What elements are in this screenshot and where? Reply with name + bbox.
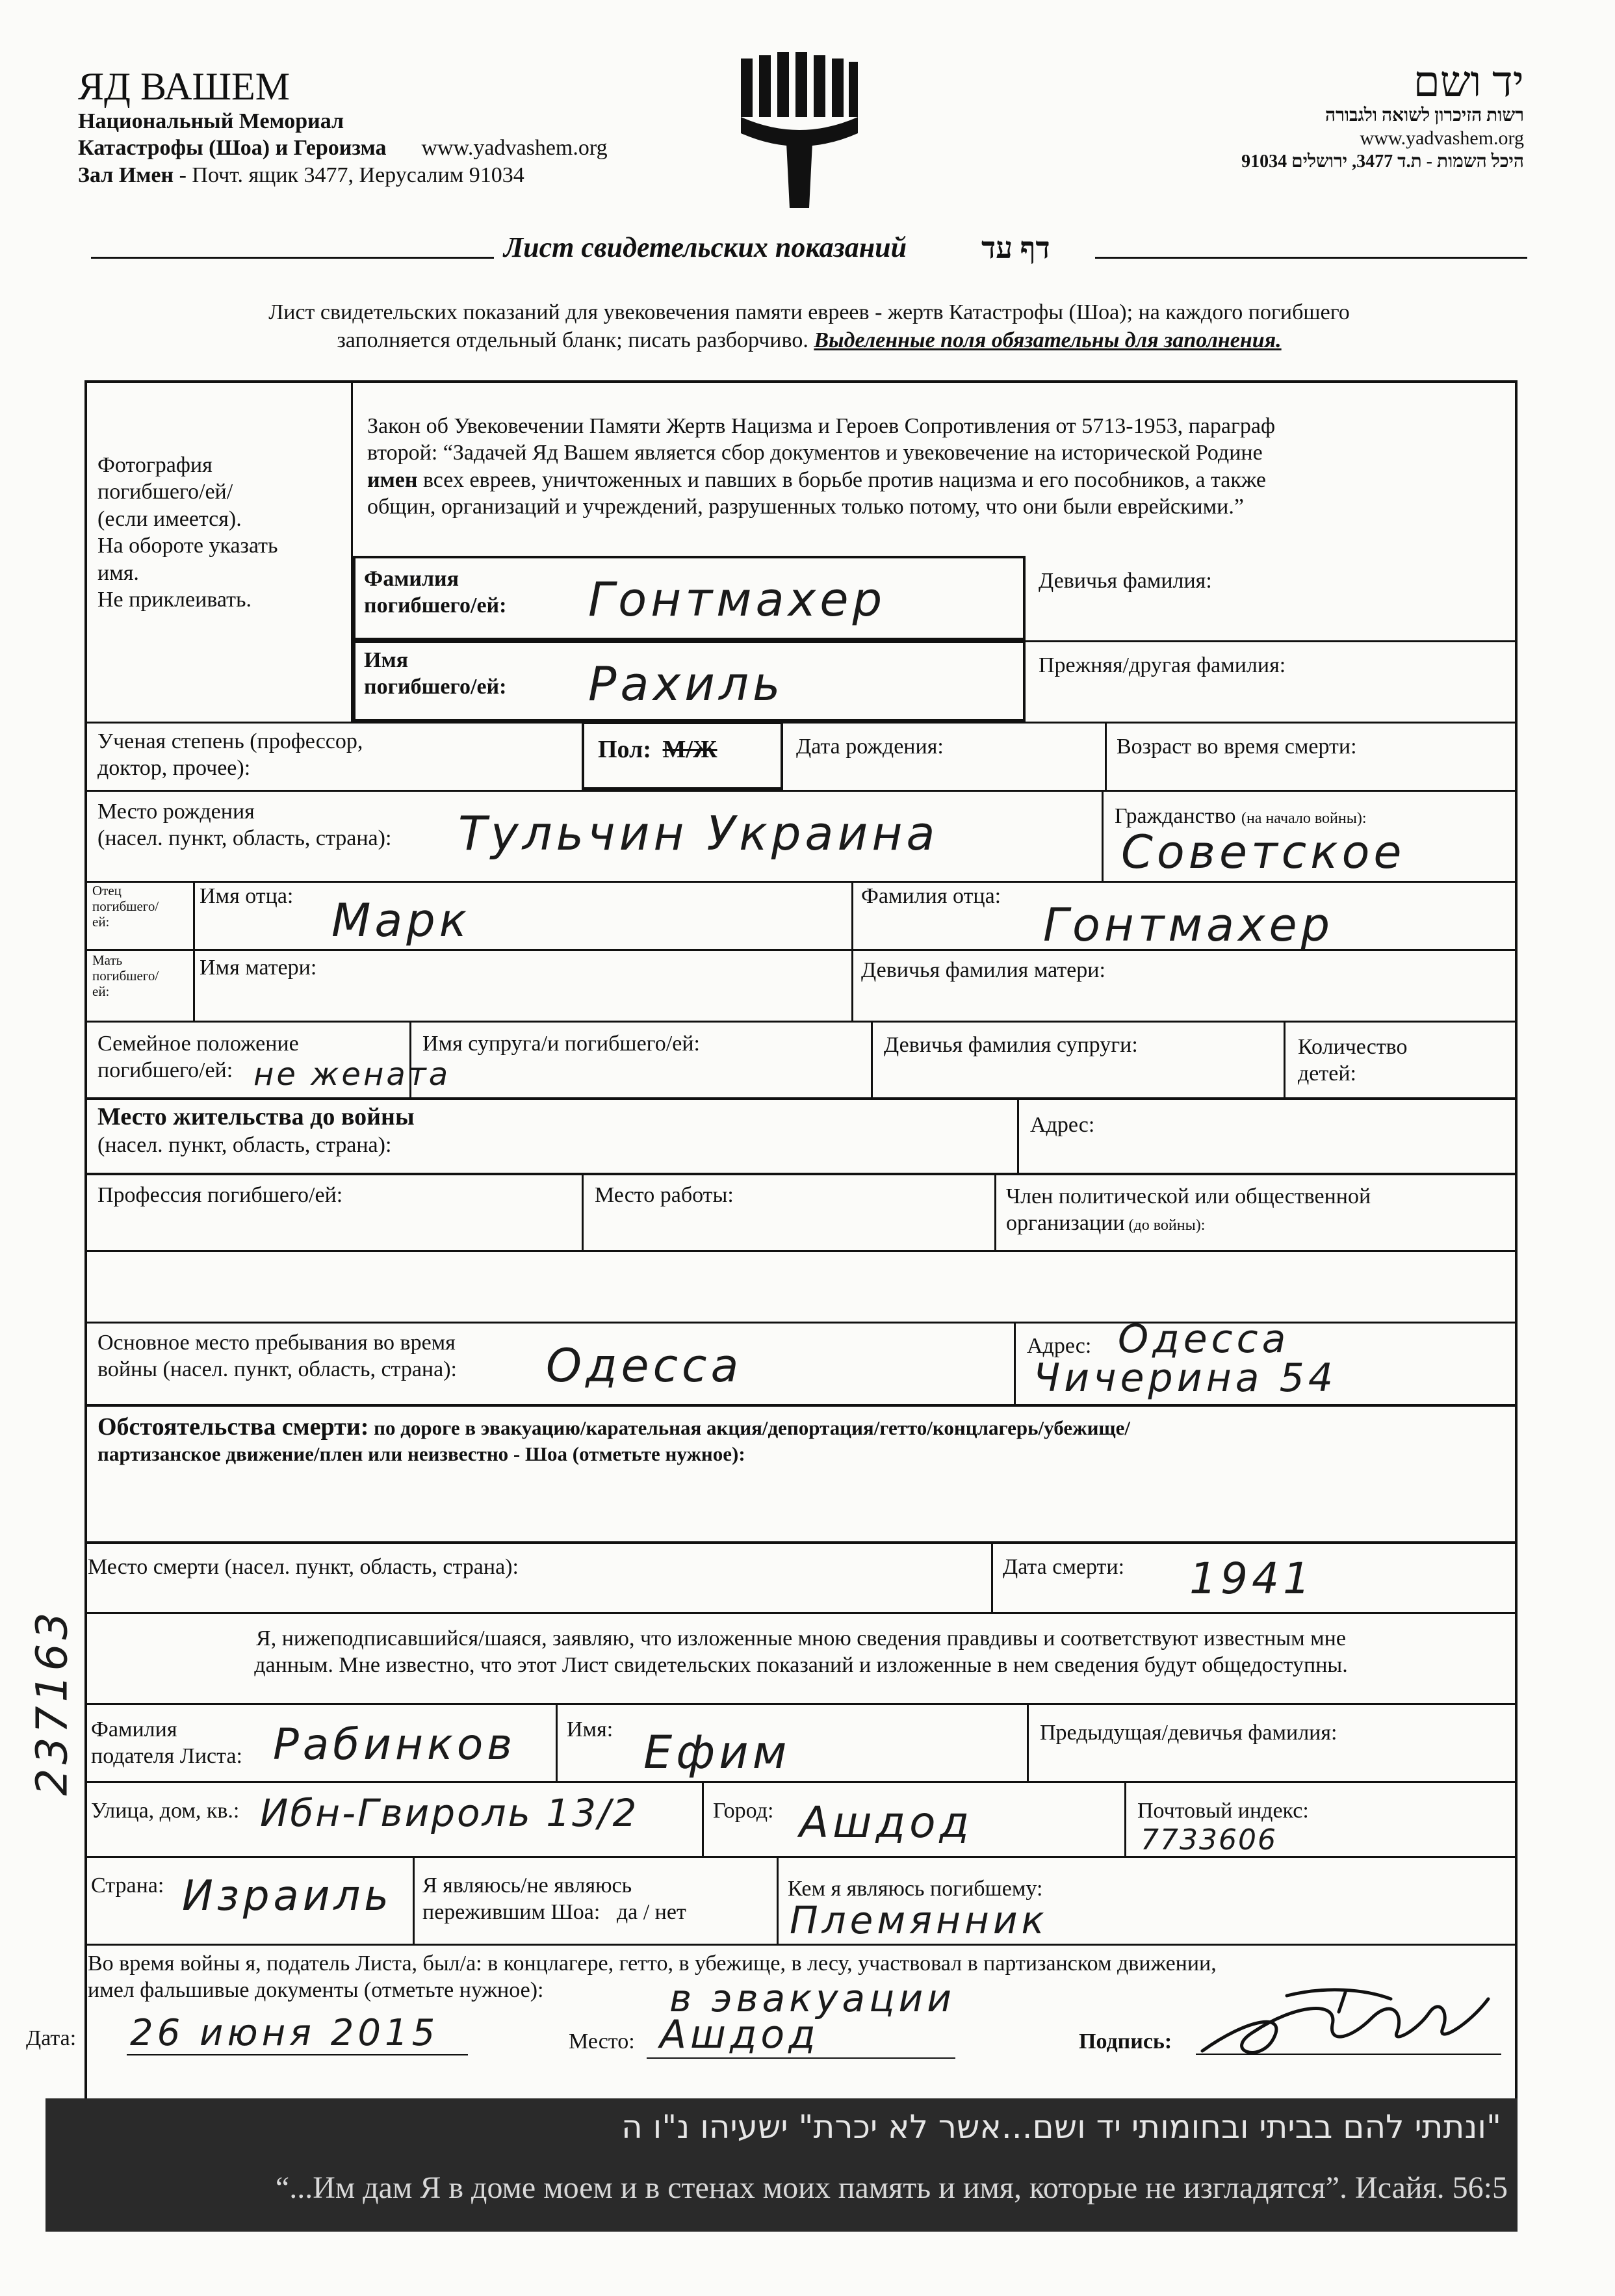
footer-banner: [45, 2098, 1518, 2232]
residence-label: [97, 1102, 415, 1159]
father-surname-label: Фамилия отца:: [861, 884, 1001, 908]
surname-label: [364, 566, 506, 620]
citizenship-value[interactable]: Советское: [1121, 826, 1406, 879]
first-name-label-1: Имя: [364, 648, 408, 672]
row-rule-7: [84, 1322, 1518, 1324]
header-line2: Катастрофы (Шоа) и Героизма: [78, 136, 387, 161]
row-rule-2: [84, 790, 1518, 792]
photo-box: [97, 452, 344, 614]
margin-number: 237163: [27, 1608, 77, 1796]
header-right-line3: היכל השמות - ת.ד 3477, ירושלים 91034: [1241, 151, 1524, 172]
surname-label-2: погибшего/ей:: [364, 594, 507, 618]
form-title: Лист свидетельских показаний: [504, 231, 907, 263]
children-label-2: детей:: [1298, 1062, 1356, 1086]
wartime-divider: [1014, 1322, 1016, 1406]
law-line3: [367, 467, 1511, 493]
death-date-label: Дата смерти:: [1003, 1555, 1125, 1579]
row-rule-3: [84, 881, 1518, 883]
mother-name-label: Имя матери:: [200, 956, 317, 980]
wartime-place-value[interactable]: Одесса: [546, 1339, 743, 1392]
photo-line6: Не приклеивать.: [97, 588, 252, 612]
wartime-label-1: Основное место пребывания во время: [97, 1331, 456, 1355]
city-label: Город:: [713, 1799, 774, 1823]
mother-side-1: Мать: [92, 952, 123, 968]
submitter-surname-label-1: Фамилия: [91, 1717, 177, 1742]
gender-value: М/Ж: [662, 736, 717, 763]
age-divider: [1105, 722, 1107, 790]
street-value[interactable]: Ибн-Гвироль 13/2: [260, 1791, 639, 1835]
father-side-3: ей:: [92, 914, 110, 930]
country-label: Страна:: [91, 1873, 164, 1898]
age-label: Возраст во время смерти:: [1117, 735, 1357, 759]
sign-place-value[interactable]: Ашдод: [660, 2012, 820, 2057]
first-name-value[interactable]: Рахиль: [588, 657, 784, 711]
postal-label: Почтовый индекс:: [1137, 1799, 1309, 1823]
country-value[interactable]: Израиль: [182, 1872, 393, 1920]
death-circ-text: [97, 1412, 1508, 1467]
footer-russian-quote: “...Им дам Я в доме моем и в стенах моих память и имя, которые не изгладятся”. Исайя. 56:5: [275, 2171, 1508, 2205]
sign-date-value[interactable]: 26 июня 2015: [130, 2012, 439, 2054]
citizenship-divider: [1102, 790, 1104, 881]
sign-label: Подпись:: [1079, 2029, 1172, 2054]
children-label: [1298, 1034, 1408, 1088]
intro-line1: Лист свидетельских показаний для увековечения памяти евреев - жертв Катастрофы (Шоа); на каждого погибшего: [268, 300, 1350, 324]
children-label-1: Количество: [1298, 1035, 1408, 1059]
children-divider: [1284, 1021, 1286, 1099]
wartime-label-2: войны (насел. пункт, область, страна):: [97, 1357, 457, 1382]
dob-label: Дата рождения:: [796, 735, 944, 759]
wartime-label: [97, 1329, 457, 1383]
sign-date-label: Дата:: [26, 2026, 77, 2050]
marital-value[interactable]: не жената: [253, 1056, 451, 1093]
birthplace-value[interactable]: Тульчин Украина: [458, 806, 939, 861]
other-surname-label: Прежняя/другая фамилия:: [1039, 653, 1286, 677]
header-line3-bold: Зал Имен: [78, 163, 174, 187]
row-rule-12: [84, 1944, 1518, 1946]
submitter-name-label: Имя:: [567, 1717, 614, 1742]
war-status-label-1: Во время войны я, податель Листа, был/а: в концлагере, гетто, в убежище, в лесу, участвовал в партизанском движении,: [88, 1951, 1217, 1976]
org-name-hebrew: יד ושם: [1413, 59, 1524, 106]
row-rule-10: [84, 1781, 1518, 1783]
father-name-label: Имя отца:: [200, 884, 294, 908]
photo-line5: имя.: [97, 560, 139, 585]
degree-label-2: доктор, прочее):: [97, 756, 251, 781]
birthplace-label: [97, 798, 391, 852]
intro-line2: [91, 327, 1527, 354]
maiden-label: Девичья фамилия:: [1039, 569, 1212, 593]
submitter-surname-value[interactable]: Рабинков: [273, 1719, 517, 1769]
member-divider: [994, 1175, 996, 1250]
marital-label-2: погибшего/ей:: [97, 1058, 233, 1083]
row-rule-5: [84, 1021, 1518, 1023]
war-status-label: [88, 1950, 1217, 2004]
father-surname-value[interactable]: Гонтмахер: [1043, 898, 1334, 952]
surname-value[interactable]: Гонтмахер: [588, 572, 886, 627]
photo-line2: погибшего/ей/: [97, 480, 233, 504]
title-rule-right: [1095, 257, 1527, 259]
row-rule-maiden: [1026, 640, 1518, 642]
father-side-2: погибшего/: [92, 898, 159, 915]
first-name-label-2: погибшего/ей:: [364, 675, 507, 699]
yad-vashem-logo: [734, 52, 864, 215]
mother-side-2: погибшего/: [92, 968, 159, 984]
postal-value[interactable]: 7733606: [1141, 1823, 1277, 1857]
law-line3-rest: всех евреев, уничтоженных и павших в борьбе против нацизма и его пособников, а также: [417, 467, 1266, 492]
citizenship-label-main: Гражданство: [1115, 804, 1236, 828]
residence-address-label: Адрес:: [1030, 1113, 1095, 1137]
first-name-label: [364, 647, 506, 701]
spouse-maiden-label: Девичья фамилия супруги:: [884, 1033, 1138, 1057]
member-note: (до войны):: [1124, 1217, 1206, 1234]
postal-divider: [1124, 1781, 1126, 1856]
street-label: Улица, дом, кв.:: [91, 1799, 240, 1823]
sign-place-label: Место:: [569, 2029, 635, 2054]
mother-maiden-label: Девичья фамилия матери:: [861, 958, 1105, 982]
header-line3-rest: - Почт. ящик 3477, Иерусалим 91034: [174, 163, 524, 187]
photo-line4: На обороте указать: [97, 534, 278, 558]
survivor-label: [422, 1872, 686, 1926]
member-label-2-row: [1006, 1210, 1371, 1236]
relation-divider: [777, 1856, 779, 1944]
residence-label-1: Место жительства до войны: [97, 1103, 415, 1130]
org-name: ЯД ВАШЕМ: [78, 65, 291, 108]
row-rule-4: [84, 949, 1518, 951]
header-right-line1: רשות הזיכרון לשואה ולגבורה: [1324, 105, 1524, 126]
death-date-divider: [991, 1544, 993, 1612]
gender-field[interactable]: [598, 735, 717, 764]
title-rule-left: [91, 257, 494, 259]
header-website: www.yadvashem.org: [421, 136, 608, 161]
photo-line3: (если имеется).: [97, 506, 242, 531]
profession-label: Профессия погибшего/ей:: [97, 1183, 343, 1207]
law-line1: Закон об Увековечении Памяти Жертв Нацизма и Героев Сопротивления от 5713-1953, параграф: [367, 414, 1276, 438]
member-label: [1006, 1183, 1371, 1237]
row-rule-8: [84, 1612, 1518, 1614]
row-rule-6: [84, 1250, 1518, 1252]
declaration-line2: данным. Мне известно, что этот Лист свидетельских показаний и изложенные в нем сведения будут общедоступны.: [254, 1653, 1348, 1678]
survivor-divider: [413, 1856, 415, 1944]
father-name-value[interactable]: Марк: [331, 894, 471, 947]
spouse-divider: [409, 1021, 411, 1099]
workplace-divider: [582, 1175, 584, 1250]
header-left: [78, 65, 728, 189]
submitter-surname-label: [91, 1716, 242, 1770]
relation-label: Кем я являюсь погибшему:: [788, 1877, 1043, 1901]
submitter-prev-divider: [1027, 1703, 1029, 1781]
city-value[interactable]: Ашдод: [799, 1797, 974, 1847]
degree-label: [97, 728, 363, 782]
law-line3-bold: имен: [367, 467, 418, 492]
sign-date-rule: [127, 2054, 468, 2055]
workplace-label: Место работы:: [595, 1183, 734, 1207]
wartime-address-label: Адрес:: [1027, 1334, 1092, 1358]
residence-label-2: (насел. пункт, область, страна):: [97, 1133, 392, 1158]
death-circ-options-2: партизанское движение/плен или неизвестно - Шоа (отметьте нужное):: [97, 1442, 745, 1466]
wartime-address-value-1[interactable]: Одесса: [1118, 1316, 1290, 1362]
declaration-line1: Я, нижеподписавшийся/шаяся, заявляю, что изложенные мною сведения правдивы и соответствуют известным мне: [256, 1626, 1346, 1650]
death-circ-line1: [97, 1412, 1508, 1442]
header-line3: [78, 162, 728, 189]
death-circ-options-1: по дороге в эвакуацию/карательная акция/депортация/гетто/концлагерь/убежище/: [368, 1416, 1130, 1439]
row-rule-9: [84, 1703, 1518, 1705]
father-side-1: Отец: [92, 883, 122, 898]
row-rule-11: [84, 1856, 1518, 1858]
law-line2: второй: “Задачей Яд Вашем является сбор документов и увековечение на исторической Родине: [367, 441, 1263, 465]
wartime-address-value-2[interactable]: Чичерина 54: [1033, 1355, 1337, 1401]
war-status-value[interactable]: в эвакуации: [669, 1976, 955, 2020]
marital-label-1: Семейное положение: [97, 1032, 299, 1056]
death-circ-label: Обстоятельства смерти:: [97, 1413, 369, 1441]
city-divider: [702, 1781, 704, 1856]
mother-side-3: ей:: [92, 984, 110, 1000]
intro-line2-a: заполняется отдельный бланк; писать разборчиво.: [337, 328, 814, 352]
spouse-label: Имя супруга/и погибшего/ей:: [422, 1032, 700, 1056]
declaration: [84, 1625, 1518, 1679]
degree-label-1: Ученая степень (профессор,: [97, 729, 363, 753]
death-place-label: Место смерти (насел. пункт, область, страна):: [88, 1555, 519, 1579]
header-line2-row: [78, 135, 728, 161]
death-date-value[interactable]: 1941: [1189, 1554, 1314, 1604]
submitter-name-value[interactable]: Ефим: [643, 1726, 791, 1779]
law-line4: общин, организаций и учреждений, разрушенных только потому, что они были еврейскими.”: [367, 495, 1244, 519]
submitter-surname-label-2: подателя Листа:: [91, 1744, 242, 1769]
gender-label: Пол:: [598, 736, 652, 763]
law-text: [367, 413, 1511, 521]
member-label-2: организации: [1006, 1211, 1125, 1236]
surname-label-1: Фамилия: [364, 567, 459, 591]
photo-line1: Фотография: [97, 453, 213, 477]
member-label-1: Член политической или общественной: [1006, 1184, 1371, 1208]
survivor-label-2: пережившим Шоа: да / нет: [422, 1900, 686, 1925]
residence-divider: [1017, 1097, 1019, 1175]
birthplace-label-1: Место рождения: [97, 800, 255, 824]
father-side-label: [92, 883, 159, 930]
header-right: [1144, 60, 1524, 173]
form-title-hebrew: דף עד: [981, 231, 1050, 265]
intro-line2-b: Выделенные поля обязательны для заполнения.: [814, 328, 1282, 352]
citizenship-note: (на начало войны):: [1241, 810, 1367, 827]
submitter-prev-label: Предыдущая/девичья фамилия:: [1040, 1721, 1337, 1745]
submitter-name-divider: [556, 1703, 558, 1781]
header-right-website: www.yadvashem.org: [1360, 127, 1524, 150]
signature[interactable]: [1196, 1973, 1508, 2070]
war-status-label-2: имел фальшивые документы (отметьте нужное):: [88, 1978, 544, 2003]
row-rule-1: [84, 722, 1518, 724]
header-line1: Национальный Мемориал: [78, 109, 344, 133]
mother-side-label: [92, 952, 159, 999]
spouse-maiden-divider: [871, 1021, 873, 1099]
footer-hebrew-quote: "ונתתי להם בביתי ובחומותי יד ושם...אשר לא יכרת" ישעיהו נ"ו ה: [621, 2108, 1501, 2146]
birthplace-label-2: (насел. пункт, область, страна):: [97, 826, 392, 851]
survivor-label-1: Я являюсь/не являюсь: [422, 1873, 632, 1898]
relation-value[interactable]: Племянник: [790, 1898, 1048, 1942]
sign-place-rule: [647, 2057, 955, 2059]
